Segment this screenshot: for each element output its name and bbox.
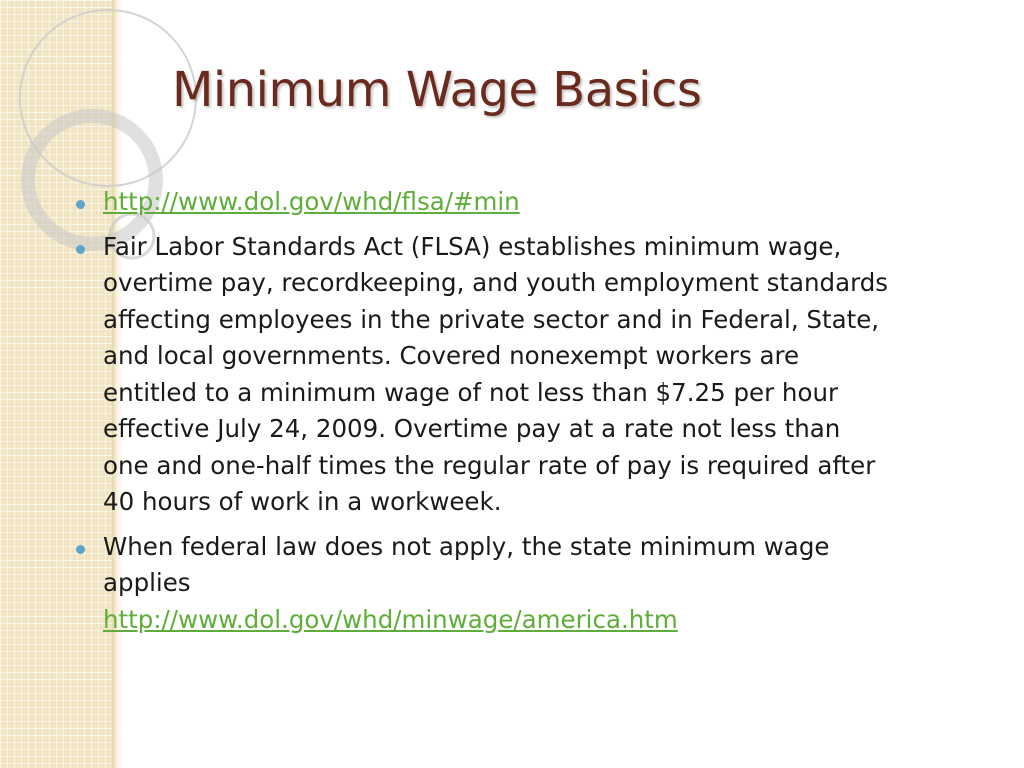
state-minimum-wage-text: When federal law does not apply, the state minimum wage applies (103, 531, 830, 597)
bullet-list (103, 184, 893, 646)
slide-title: Minimum Wage Basics (172, 62, 702, 118)
bullet-item-flsa-description (103, 229, 893, 521)
bullet-dot-icon (76, 545, 85, 554)
large-ring (20, 10, 196, 186)
bullet-dot-icon (76, 245, 85, 254)
flsa-link[interactable]: http://www.dol.gov/whd/flsa/#min (103, 187, 520, 216)
flsa-description-text: Fair Labor Standards Act (FLSA) establishes minimum wage, overtime pay, recordkeeping, and youth employment standards affecting employees in the private sector and in Federal, State, and local governments. Covered nonexempt workers are entitled to a minimum wage of not less than $7.25 per hour effective July 24, 2009. Overtime pay at a rate not less than one and one-half times the regular rate of pay is required after 40 hours of work in a workweek. (103, 231, 889, 516)
state-minwage-link[interactable]: http://www.dol.gov/whd/minwage/america.htm (103, 604, 678, 634)
bullet-item-flsa-link (103, 184, 893, 221)
bullet-item-state-minimum-wage (103, 529, 893, 639)
bullet-dot-icon (76, 200, 85, 209)
